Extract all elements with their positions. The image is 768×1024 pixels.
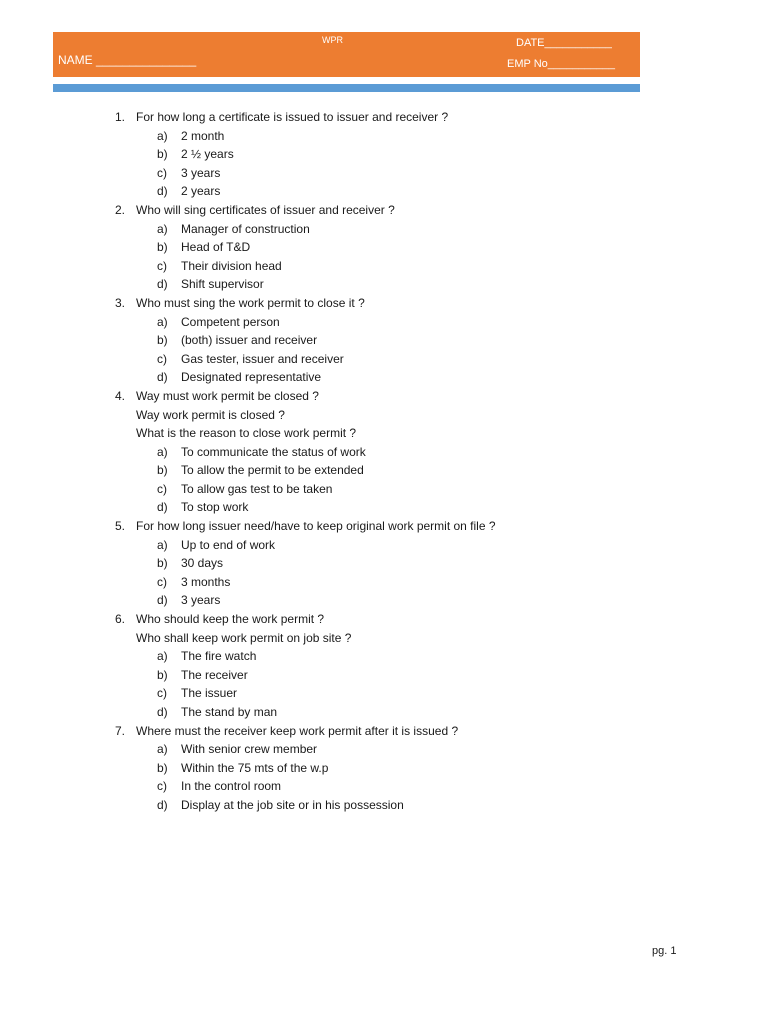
option-letter: a) [157, 444, 168, 459]
option-letter: a) [157, 314, 168, 329]
option-letter: b) [157, 463, 168, 478]
header-title: WPR [322, 35, 343, 45]
option-text: The issuer [181, 686, 238, 701]
answer-option [0, 350, 700, 369]
answer-option [0, 238, 700, 257]
option-text: 3 years [181, 165, 221, 180]
option-letter: a) [157, 221, 168, 236]
answer-option [0, 796, 700, 815]
question-text: Who must sing the work permit to close it ? [136, 295, 365, 310]
option-text: Shift supervisor [181, 277, 264, 292]
option-letter: d) [157, 705, 168, 719]
answer-option [0, 684, 700, 703]
option-text: The receiver [181, 667, 248, 682]
option-letter: d) [157, 500, 168, 515]
option-text: Designated representative [181, 370, 322, 385]
question-line [0, 387, 700, 406]
question-text: Who will sing certificates of issuer and receiver ? [136, 202, 395, 217]
option-letter: d) [157, 593, 168, 608]
question-text: Where must the receiver keep work permit after it is issued ? [136, 723, 459, 738]
option-letter: c) [157, 165, 167, 180]
option-letter: c) [157, 258, 167, 273]
option-letter: a) [157, 128, 168, 143]
option-text: 2 month [181, 128, 225, 143]
answer-option [0, 703, 700, 722]
option-letter: c) [157, 351, 167, 366]
answer-option [0, 182, 700, 201]
option-letter: b) [157, 760, 168, 775]
page-number: pg. 1 [652, 945, 677, 957]
question-line [0, 424, 700, 443]
emp-no-field-label: EMP No___________ [507, 58, 616, 70]
option-text: (both) issuer and receiver [181, 333, 318, 348]
question-text: What is the reason to close work permit ? [136, 426, 357, 441]
question-line [0, 610, 700, 629]
answer-option [0, 275, 700, 294]
answer-option [0, 554, 700, 573]
option-letter: b) [157, 240, 168, 255]
answer-option [0, 591, 700, 610]
answer-option [0, 480, 700, 499]
option-text: Head of T&D [181, 240, 251, 255]
option-letter: c) [157, 779, 167, 794]
option-letter: c) [157, 574, 167, 589]
option-text: Their division head [181, 258, 282, 273]
question-number: 4. [114, 388, 125, 403]
option-text: Within the 75 mts of the w.p [181, 760, 329, 775]
question-text: Way work permit is closed ? [136, 407, 285, 422]
name-field-label: NAME _______________ [58, 53, 197, 67]
option-text: Display at the job site or in his possession [181, 797, 404, 812]
answer-option [0, 647, 700, 666]
answer-option [0, 164, 700, 183]
answer-option [0, 573, 700, 592]
question-line [0, 406, 700, 425]
option-letter: d) [157, 797, 168, 812]
option-text: 3 months [181, 574, 231, 589]
option-letter: d) [157, 277, 168, 292]
option-text: To allow the permit to be extended [181, 463, 364, 478]
answer-option [0, 368, 700, 387]
option-letter: b) [157, 147, 168, 162]
option-letter: b) [157, 667, 168, 682]
option-text: 30 days [181, 556, 224, 571]
option-text: To stop work [181, 500, 249, 515]
option-letter: d) [157, 184, 168, 199]
answer-option [0, 220, 700, 239]
option-text: Up to end of work [181, 537, 276, 552]
question-number: 7. [114, 723, 125, 738]
option-letter: a) [157, 537, 168, 552]
question-text: For how long issuer need/have to keep original work permit on file ? [136, 519, 496, 534]
option-text: 2 ½ years [181, 147, 234, 162]
answer-option [0, 498, 700, 517]
header-divider-bar [53, 84, 640, 92]
option-text: To allow gas test to be taken [181, 481, 333, 496]
question-line [0, 201, 700, 220]
answer-option [0, 759, 700, 778]
option-text: In the control room [181, 779, 282, 794]
question-number: 3. [114, 295, 125, 310]
option-letter: d) [157, 370, 168, 385]
option-text: The fire watch [181, 649, 257, 664]
question-number: 6. [114, 612, 125, 627]
answer-option [0, 313, 700, 332]
answer-option [0, 461, 700, 480]
option-letter: a) [157, 742, 168, 757]
question-line [0, 629, 700, 648]
answer-option [0, 331, 700, 350]
question-line [0, 722, 700, 741]
date-field-label: DATE___________ [516, 37, 612, 49]
header-banner [53, 32, 640, 77]
question-number: 5. [114, 519, 125, 534]
option-text: 2 years [181, 184, 221, 199]
option-letter: c) [157, 686, 167, 701]
option-text: Manager of construction [181, 221, 310, 236]
answer-option [0, 127, 700, 146]
option-text: With senior crew member [181, 742, 318, 757]
option-text: To communicate the status of work [181, 444, 366, 459]
question-list [0, 108, 700, 815]
question-text: Who shall keep work permit on job site ? [136, 630, 352, 645]
question-number: 2. [114, 202, 125, 217]
option-text: Gas tester, issuer and receiver [181, 351, 344, 366]
answer-option [0, 777, 700, 796]
option-text: 3 years [181, 593, 221, 608]
option-text: Competent person [181, 314, 280, 329]
answer-option [0, 145, 700, 164]
answer-option [0, 666, 700, 685]
answer-option [0, 536, 700, 555]
answer-option [0, 443, 700, 462]
question-line [0, 108, 700, 127]
question-line [0, 517, 700, 536]
option-letter: b) [157, 556, 168, 571]
answer-option [0, 740, 700, 759]
question-number: 1. [114, 110, 125, 124]
question-line [0, 294, 700, 313]
question-text: Who should keep the work permit ? [136, 612, 325, 627]
question-text: Way must work permit be closed ? [136, 388, 319, 403]
option-letter: b) [157, 333, 168, 348]
answer-option [0, 257, 700, 276]
option-letter: a) [157, 649, 168, 664]
option-text: The stand by man [181, 705, 278, 719]
question-text: For how long a certificate is issued to issuer and receiver ? [136, 110, 449, 124]
option-letter: c) [157, 481, 167, 496]
